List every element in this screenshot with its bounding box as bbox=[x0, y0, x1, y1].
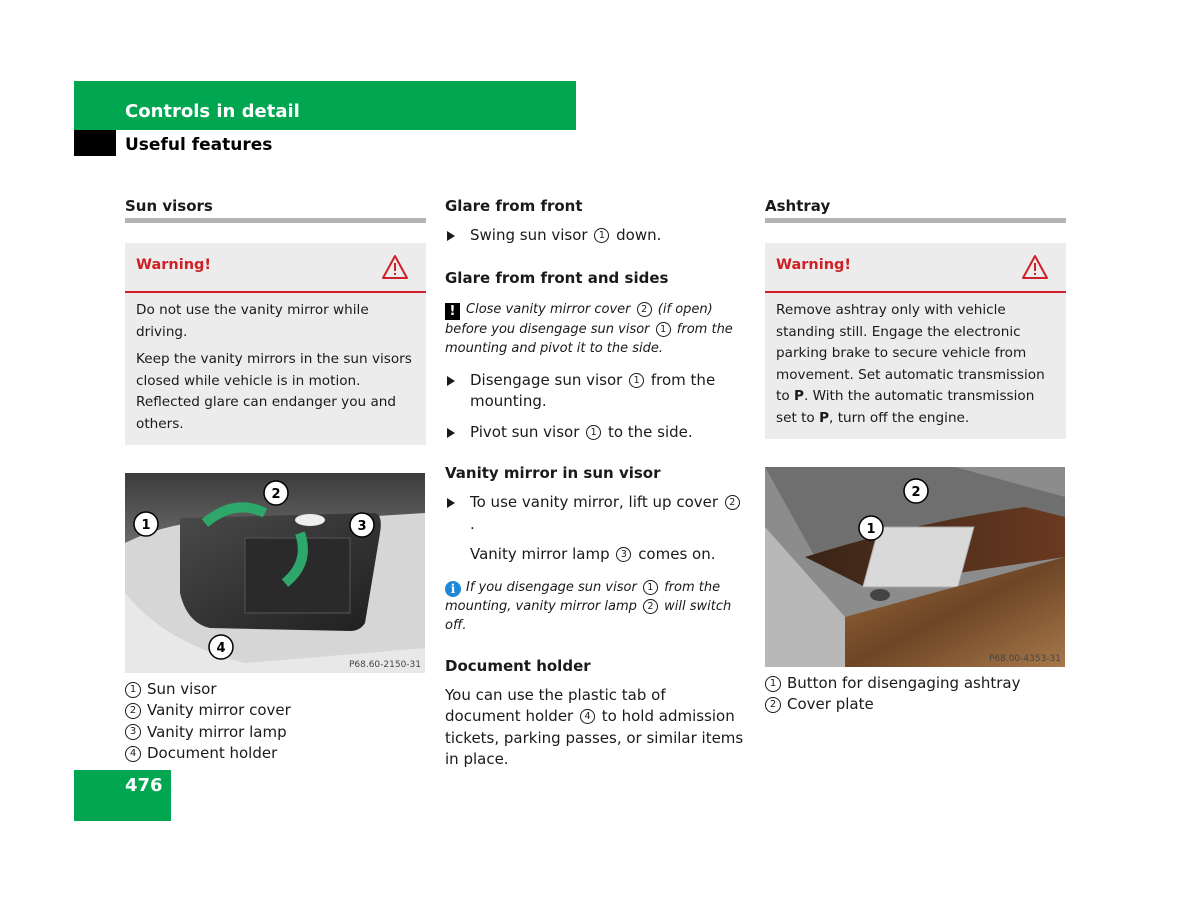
caption-list bbox=[765, 673, 1066, 716]
glare-column bbox=[445, 196, 746, 771]
document-holder-heading: Document holder bbox=[445, 656, 591, 675]
callout-2: 2 bbox=[271, 487, 281, 502]
warning-body bbox=[125, 293, 426, 445]
caption-item: 1 Sun visor bbox=[125, 679, 426, 700]
caption-item: 2 Cover plate bbox=[765, 694, 1066, 715]
warning-text: Remove ashtray only with vehicle standing still. Engage the electronic parking brake to secure vehicle from movement. Set automatic transmission to P. With the automatic transmission set to P, turn off the engine. bbox=[776, 302, 1045, 426]
sun-visors-heading: Sun visors bbox=[125, 197, 213, 215]
info-note: i If you disengage sun visor 1 from the mounting, vanity mirror lamp 2 will switch off. bbox=[445, 579, 732, 633]
warning-header bbox=[125, 243, 426, 293]
caption-item: 3 Vanity mirror lamp bbox=[125, 722, 426, 743]
heading-rule bbox=[765, 218, 1066, 223]
section-title: Useful features bbox=[125, 135, 273, 155]
ashtray-heading: Ashtray bbox=[765, 197, 831, 215]
image-code: P68.00-4353-31 bbox=[988, 654, 1061, 664]
result-text: Vanity mirror lamp 3 comes on. bbox=[470, 545, 716, 563]
instruction-step: Pivot sun visor 1 to the side. bbox=[445, 422, 746, 444]
caption-list bbox=[125, 679, 426, 764]
document-holder-text: You can use the plastic tab of document holder 4 to hold admission tickets, parking passes, or similar items in place. bbox=[445, 685, 744, 768]
heading-rule bbox=[125, 218, 426, 223]
glare-front-heading: Glare from front bbox=[445, 197, 583, 215]
exclamation-icon: ! bbox=[445, 303, 460, 320]
callout-1: 1 bbox=[866, 522, 876, 537]
section-marker bbox=[74, 130, 116, 156]
sun-visor-photo bbox=[125, 473, 425, 673]
callout-1: 1 bbox=[141, 518, 151, 533]
warning-text: Keep the vanity mirrors in the sun visors closed while vehicle is in motion. Reflected glare can endanger you and others. bbox=[136, 351, 412, 432]
instruction-step: Swing sun visor 1 down. bbox=[445, 225, 746, 247]
warning-box bbox=[125, 243, 426, 445]
chapter-title: Controls in detail bbox=[125, 101, 300, 122]
warning-header bbox=[765, 243, 1066, 293]
sun-visors-column bbox=[125, 196, 426, 764]
vanity-mirror-heading: Vanity mirror in sun visor bbox=[445, 464, 661, 482]
ashtray-column bbox=[765, 196, 1066, 716]
callout-4: 4 bbox=[216, 641, 226, 656]
caution-note: ! Close vanity mirror cover 2 (if open) before you disengage sun visor 1 from the mounting and pivot it to the side. bbox=[445, 301, 733, 356]
info-icon: i bbox=[445, 581, 461, 597]
image-code: P68.60-2150-31 bbox=[348, 660, 421, 670]
warning-text: Do not use the vanity mirror while driving. bbox=[136, 302, 369, 340]
instruction-step: Disengage sun visor 1 from the mounting. bbox=[445, 370, 746, 413]
warning-triangle-icon bbox=[381, 254, 409, 280]
ashtray-photo bbox=[765, 467, 1065, 667]
warning-triangle-icon bbox=[1021, 254, 1049, 280]
warning-label: Warning! bbox=[136, 257, 212, 273]
caption-item: 2 Vanity mirror cover bbox=[125, 700, 426, 721]
caption-item: 1 Button for disengaging ashtray bbox=[765, 673, 1066, 694]
page-number: 476 bbox=[125, 775, 163, 796]
warning-box bbox=[765, 243, 1066, 439]
callout-2: 2 bbox=[911, 485, 921, 500]
glare-front-sides-heading: Glare from front and sides bbox=[445, 268, 669, 287]
instruction-step: To use vanity mirror, lift up cover 2. bbox=[445, 492, 746, 535]
warning-body bbox=[765, 293, 1066, 439]
callout-3: 3 bbox=[357, 519, 367, 534]
warning-label: Warning! bbox=[776, 257, 852, 273]
caption-item: 4 Document holder bbox=[125, 743, 426, 764]
